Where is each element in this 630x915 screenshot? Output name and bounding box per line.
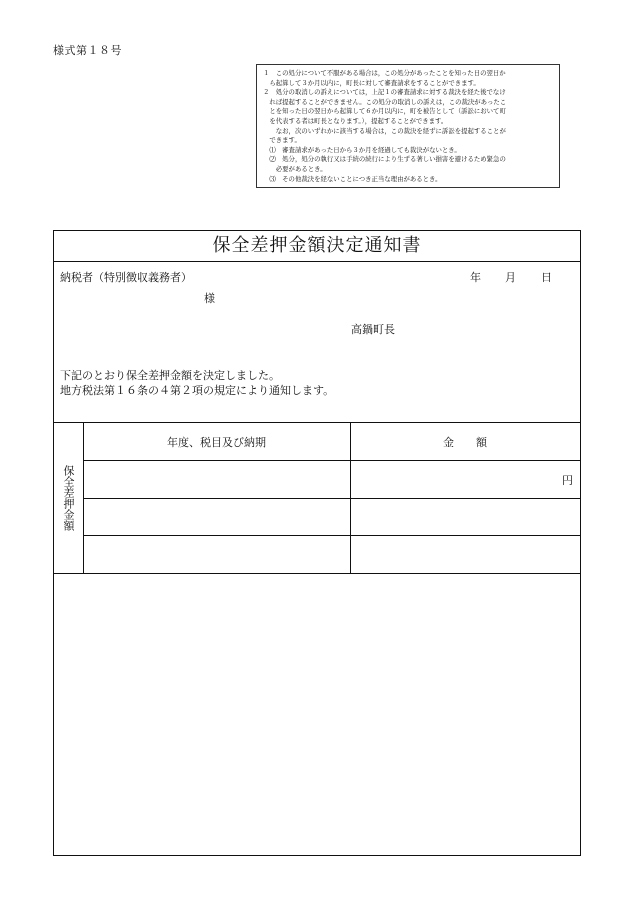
date-day-label: 日 xyxy=(541,271,552,284)
taxpayer-label: 納税者（特別徴収義務者） xyxy=(60,271,192,284)
issuer-name: 高鍋町長 xyxy=(351,323,395,336)
notice-line: ⑵ 処分，処分の執行又は手続の続行により生ずる著しい損害を避けるため緊急の xyxy=(263,155,506,164)
table-side-label: 保全差押金額 xyxy=(62,464,75,531)
yen-unit-label: 円 xyxy=(562,474,573,487)
column-header-amount: 金 額 xyxy=(443,436,487,449)
table-top-border xyxy=(54,422,580,423)
notice-line: れば提起することができません。この処分の取消しの訴えは，この裁決があったこ xyxy=(263,97,507,106)
notice-line: 必要があるとき。 xyxy=(263,164,327,173)
body-text-line-2: 地方税法第１６条の４第２項の規定により通知します。 xyxy=(60,384,335,397)
notice-form-frame xyxy=(53,230,581,856)
column-header-period: 年度、税目及び納期 xyxy=(167,436,266,449)
table-bottom-border xyxy=(54,573,580,574)
form-number: 様式第１８号 xyxy=(53,44,122,57)
notice-line: なお，次のいずれかに該当する場合は，この裁決を経ずに訴訟を提起することが xyxy=(263,126,506,135)
table-row-divider xyxy=(83,498,580,499)
notice-line: を代表する者は町長となります。），提起することができます。 xyxy=(263,116,448,125)
document-title: 保全差押金額決定通知書 xyxy=(54,231,580,262)
date-year-label: 年 xyxy=(470,271,481,284)
honorific-sama: 様 xyxy=(204,292,215,305)
notice-line: ２ 処分の取消しの訴えについては，上記１の審査請求に対する裁決を経た後でなけ xyxy=(263,88,506,97)
appeal-notice-box xyxy=(256,64,560,188)
date-month-label: 月 xyxy=(505,271,516,284)
notice-line: ⑴ 審査請求があった日から３か月を経過しても裁決がないとき。 xyxy=(263,145,461,154)
notice-line: とを知った日の翌日から起算して６か月以内に，町を被告として（訴訟において町 xyxy=(263,107,506,116)
notice-line: できます。 xyxy=(263,136,301,145)
body-text-line-1: 下記のとおり保全差押金額を決定しました。 xyxy=(60,369,280,382)
notice-line: ら起算して３か月以内に，町長に対して審査請求をすることができます。 xyxy=(263,78,480,87)
notice-line: １ この処分について不服がある場合は，この処分があったことを知った日の翌日か xyxy=(263,69,506,77)
table-row-divider xyxy=(83,535,580,536)
notice-line: ⑶ その他裁決を経ないことにつき正当な理由があるとき。 xyxy=(263,174,442,183)
table-header-divider xyxy=(83,460,580,461)
